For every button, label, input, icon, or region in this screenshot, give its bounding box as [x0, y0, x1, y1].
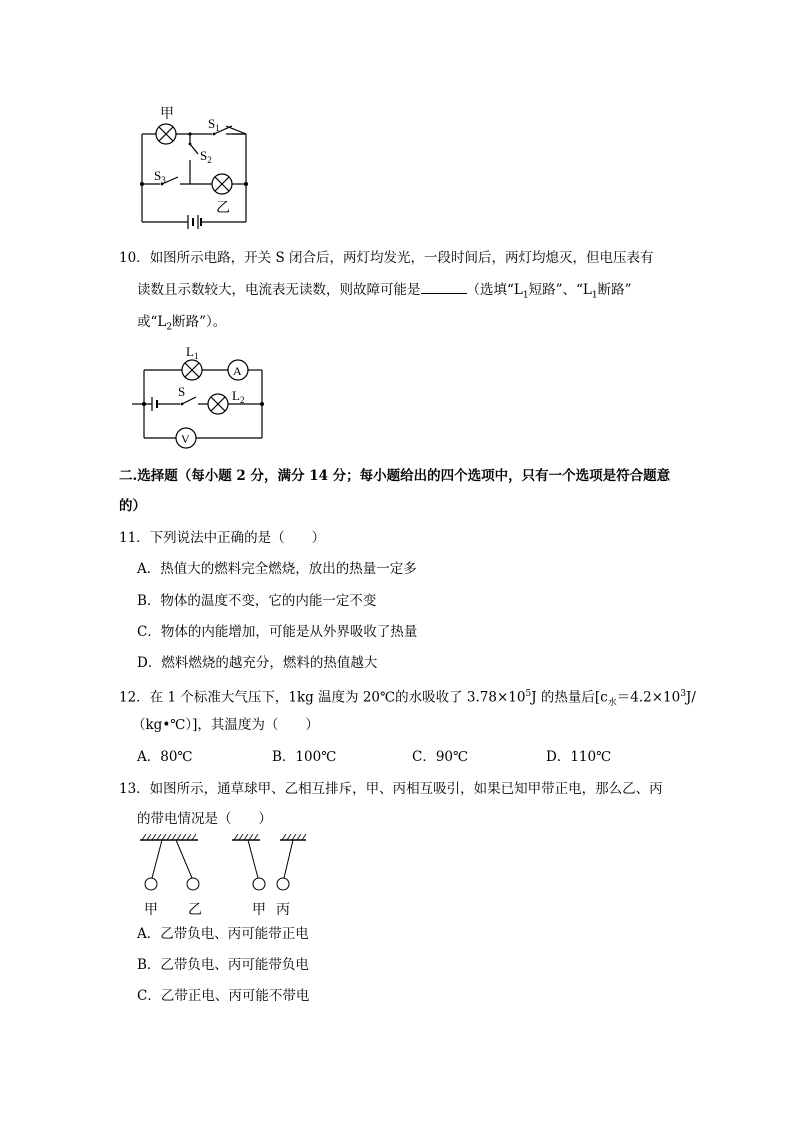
q13-stem-line2: 的带电情况是（ ） — [137, 811, 272, 827]
lamp-l1-label: $L_1$ — [186, 344, 199, 361]
ball-label-bing: 丙 — [276, 903, 290, 918]
pith-ball-diagram — [136, 834, 316, 924]
q13-option-c[interactable]: C．乙带正电、丙可能不带电 — [137, 988, 310, 1004]
lamp-yi-label: 乙 — [216, 201, 230, 216]
circuit-diagram-lamps-jia-yi — [130, 100, 270, 235]
q11-option-d[interactable]: D．燃料燃烧的越充分，燃料的热值越大 — [137, 655, 378, 671]
lamp-l2-label: $L_2$ — [232, 388, 245, 405]
q11-option-b[interactable]: B．物体的温度不变，它的内能一定不变 — [137, 593, 377, 609]
section-heading: 二.选择题（每小题 2 分，满分 14 分；每小题给出的四个选项中，只有一个选项是符合题意 — [119, 468, 671, 484]
q12-stem-line1: 12．在 1 个标准大气压下，1kg 温度为 20℃的水吸收了 $3.78\times 10^5J$ 的热量后[$c_水=4.2\times 10^3J/$ — [119, 689, 696, 709]
voltmeter-label: V — [181, 432, 190, 446]
q11-option-a[interactable]: A．热值大的燃料完全燃烧，放出的热量一定多 — [137, 561, 417, 577]
answer-blank[interactable] — [421, 279, 467, 294]
ball-label-yi: 乙 — [188, 903, 202, 918]
q12-option-a[interactable]: A．80℃ — [137, 749, 193, 765]
ball-label-jia-1: 甲 — [144, 903, 158, 918]
ball-label-jia-2: 甲 — [252, 903, 266, 918]
ammeter-label: A — [233, 364, 242, 378]
switch-s1-label: $S_1$ — [208, 116, 220, 133]
q10-line2: 读数且示数较大，电流表无读数，则故障可能是 （选填“$L_1$短路”、“$L_1$断路” — [137, 276, 632, 311]
switch-s-label: S — [178, 384, 186, 399]
q12-option-c[interactable]: C．90℃ — [412, 749, 469, 765]
q13-stem-line1: 13．如图所示，通草球甲、乙相互排斥，甲、丙相互吸引，如果已知甲带正电，那么乙、丙 — [119, 781, 663, 797]
q12-stem-line2: （kg•℃）]，其温度为（ ） — [132, 717, 319, 733]
q13-option-b[interactable]: B．乙带负电、丙可能带负电 — [137, 957, 309, 973]
section-heading-cont: 的） — [119, 498, 146, 514]
lamp-jia-label: 甲 — [160, 107, 174, 122]
q12-option-d[interactable]: D．110℃ — [546, 749, 612, 765]
q10-line1: 10．如图所示电路，开关 S 闭合后，两灯均发光，一段时间后，两灯均熄灭，但电压表有 — [119, 250, 654, 266]
switch-s3-label: $S_3$ — [154, 168, 166, 185]
q11-stem: 11．下列说法中正确的是（ ） — [119, 530, 326, 546]
q13-option-a[interactable]: A．乙带负电、丙可能带正电 — [137, 926, 309, 942]
q10-line3: 或“$L_2$断路”）。 — [137, 314, 227, 333]
circuit-diagram-l1-l2 — [130, 340, 280, 450]
q12-option-b[interactable]: B．100℃ — [272, 749, 337, 765]
switch-s2-label: $S_2$ — [200, 148, 212, 165]
q11-option-c[interactable]: C．物体的内能增加，可能是从外界吸收了热量 — [137, 624, 418, 640]
